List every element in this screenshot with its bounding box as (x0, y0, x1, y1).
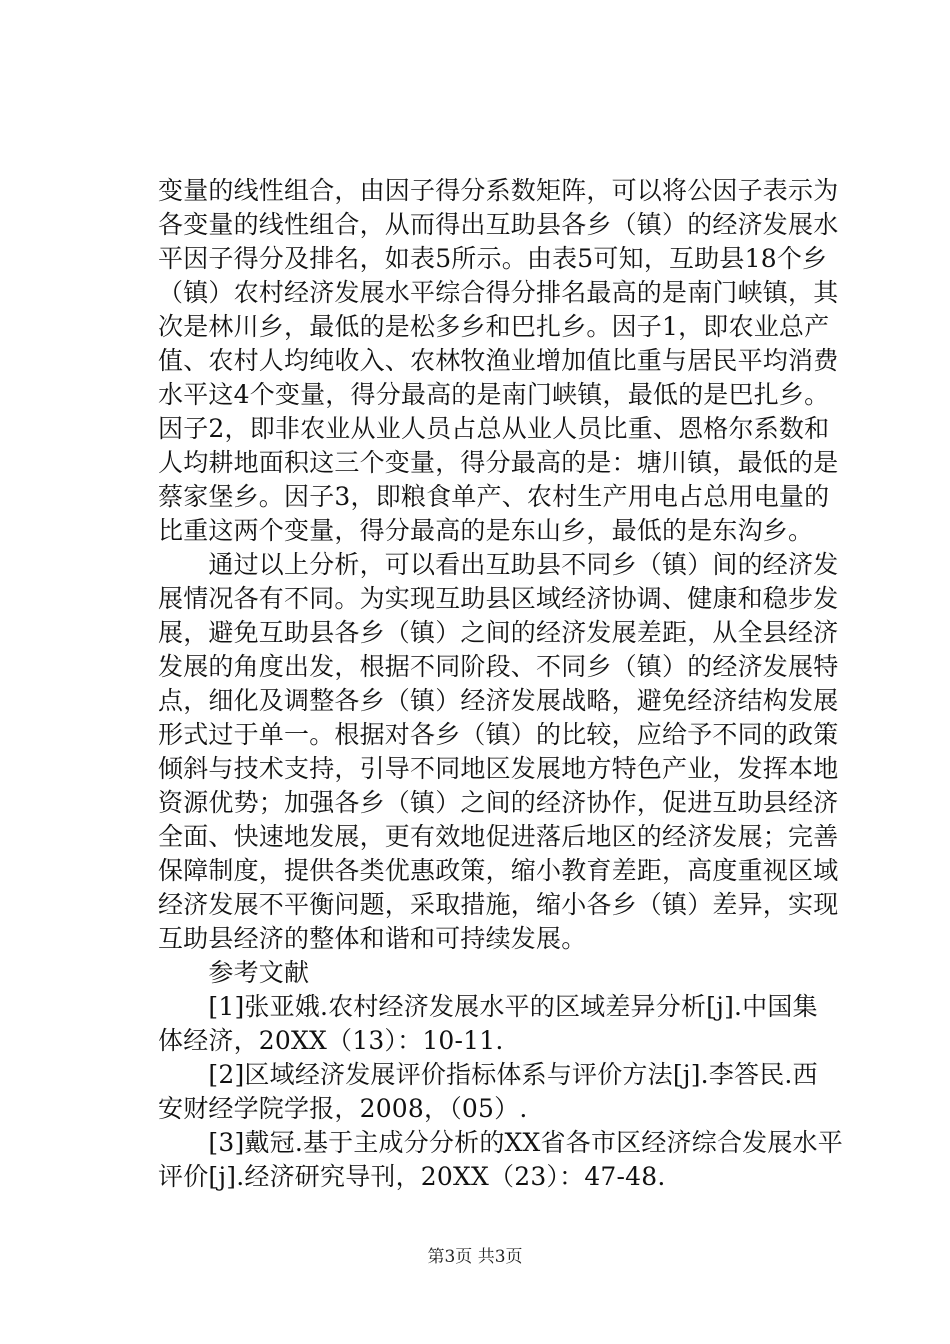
body-text-line: 比重这两个变量，得分最高的是东山乡，最低的是东沟乡。 (158, 516, 814, 545)
body-text-line: 经济发展不平衡问题，采取措施，缩小各乡（镇）差异，实现 (158, 890, 839, 919)
body-text-line: 水平这4个变量，得分最高的是南门峡镇，最低的是巴扎乡。 (158, 380, 830, 409)
body-text-line: 发展的角度出发，根据不同阶段、不同乡（镇）的经济发展特 (158, 652, 839, 681)
body-text-line: （镇）农村经济发展水平综合得分排名最高的是南门峡镇，其 (158, 278, 839, 307)
body-text-line: 点，细化及调整各乡（镇）经济发展战略，避免经济结构发展 (158, 686, 839, 715)
body-text-line: 平因子得分及排名，如表5所示。由表5可知，互助县18个乡 (158, 244, 828, 273)
references-heading: 参考文献 (158, 958, 310, 987)
body-text-line: 变量的线性组合，由因子得分系数矩阵，可以将公因子表示为 (158, 176, 839, 205)
body-text-line: 形式过于单一。根据对各乡（镇）的比较，应给予不同的政策 (158, 720, 839, 749)
body-text-line: 展，避免互助县各乡（镇）之间的经济发展差距，从全县经济 (158, 618, 839, 647)
page-number-footer: 第3页 共3页 (427, 1247, 523, 1267)
body-text-line: 人均耕地面积这三个变量，得分最高的是：塘川镇，最低的是 (158, 448, 839, 477)
reference-line: 体经济，20XX（13）：10-11. (158, 1026, 504, 1055)
body-text-line: 资源优势；加强各乡（镇）之间的经济协作，促进互助县经济 (158, 788, 839, 817)
reference-line: 安财经学院学报，2008，（05）. (158, 1094, 528, 1123)
reference-line: 评价[j].经济研究导刊，20XX（23）：47-48. (158, 1162, 666, 1191)
reference-line: [2]区域经济发展评价指标体系与评价方法[j].李答民.西 (158, 1060, 818, 1089)
body-text-line: 蔡家堡乡。因子3，即粮食单产、农村生产用电占总用电量的 (158, 482, 830, 511)
body-text-line: 保障制度，提供各类优惠政策，缩小教育差距，高度重视区域 (158, 856, 839, 885)
body-text-line: 各变量的线性组合，从而得出互助县各乡（镇）的经济发展水 (158, 210, 839, 239)
reference-line: [3]戴冠.基于主成分分析的XX省各市区经济综合发展水平 (158, 1128, 843, 1157)
body-text-line: 互助县经济的整体和谐和可持续发展。 (158, 924, 587, 953)
body-text-line: 次是林川乡，最低的是松多乡和巴扎乡。因子1，即农业总产 (158, 312, 830, 341)
body-text-line: 全面、快速地发展，更有效地促进落后地区的经济发展；完善 (158, 822, 839, 851)
body-text-line: 因子2，即非农业从业人员占总从业人员比重、恩格尔系数和 (158, 414, 830, 443)
body-text-line: 值、农村人均纯收入、农林牧渔业增加值比重与居民平均消费 (158, 346, 839, 375)
body-text-line: 倾斜与技术支持，引导不同地区发展地方特色产业，发挥本地 (158, 754, 839, 783)
body-text-line: 通过以上分析，可以看出互助县不同乡（镇）间的经济发 (158, 550, 839, 579)
body-text-line: 展情况各有不同。为实现互助县区域经济协调、健康和稳步发 (158, 584, 839, 613)
reference-line: [1]张亚娥.农村经济发展水平的区域差异分析[j].中国集 (158, 992, 818, 1021)
